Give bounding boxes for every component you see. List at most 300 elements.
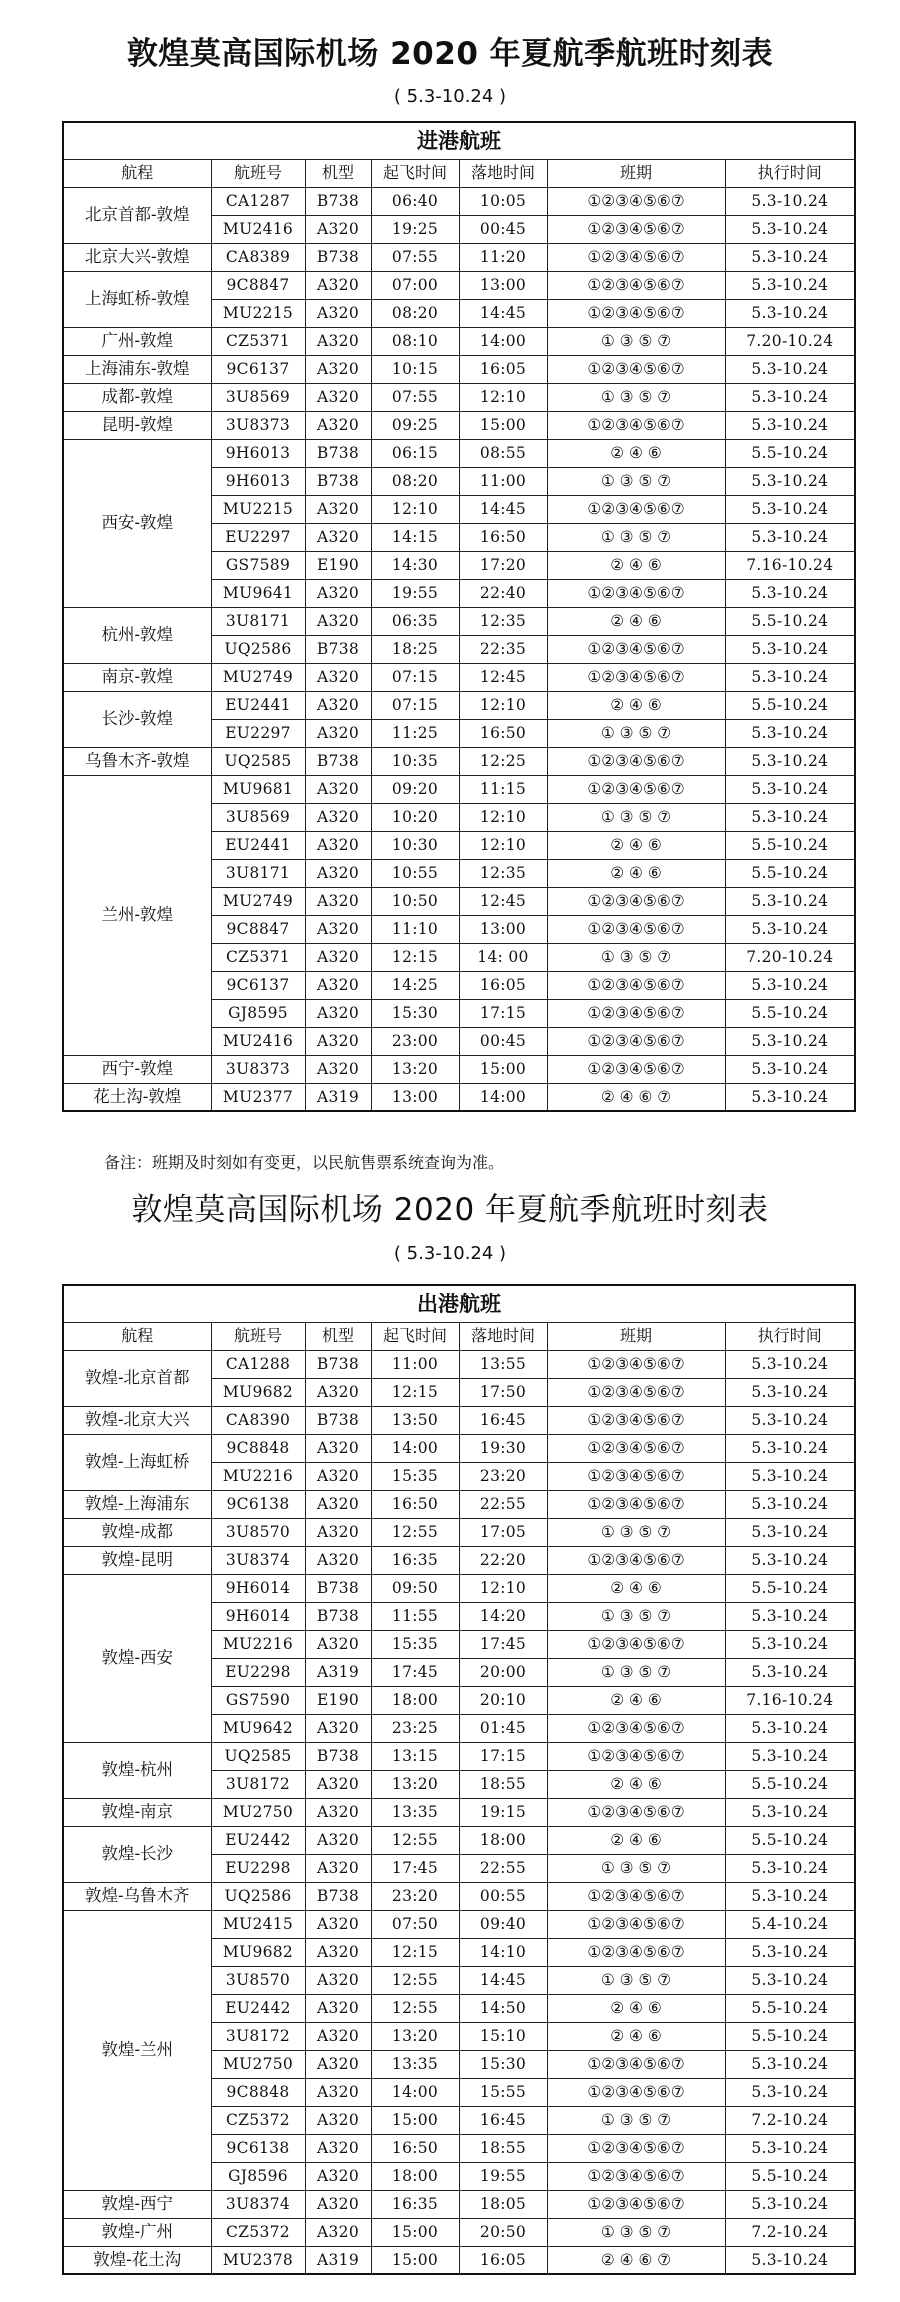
aircraft-type-cell: A320 — [305, 859, 371, 887]
departure-time-cell: 12:55 — [371, 1994, 459, 2022]
flight-number-cell: MU9682 — [211, 1938, 305, 1966]
departure-time-cell: 10:35 — [371, 747, 459, 775]
operating-days-cell: ② ④ ⑥ ⑦ — [547, 1083, 725, 1111]
arrival-time-cell: 14:45 — [459, 1966, 547, 1994]
route-cell: 花土沟-敦煌 — [63, 1083, 211, 1111]
flight-number-cell: MU2215 — [211, 299, 305, 327]
departure-time-cell: 16:50 — [371, 2134, 459, 2162]
departure-time-cell: 13:20 — [371, 2022, 459, 2050]
flight-number-cell: 9H6013 — [211, 467, 305, 495]
validity-period-cell: 5.5-10.24 — [725, 2162, 855, 2190]
arrival-time-cell: 12:10 — [459, 691, 547, 719]
departure-time-cell: 10:20 — [371, 803, 459, 831]
departure-time-cell: 12:55 — [371, 1966, 459, 1994]
validity-period-cell: 5.3-10.24 — [725, 579, 855, 607]
operating-days-cell: ② ④ ⑥ — [547, 831, 725, 859]
validity-period-cell: 5.3-10.24 — [725, 1854, 855, 1882]
operating-days-cell: ① ③ ⑤ ⑦ — [547, 943, 725, 971]
aircraft-type-cell: A320 — [305, 971, 371, 999]
departure-time-cell: 17:45 — [371, 1854, 459, 1882]
arrival-time-cell: 23:20 — [459, 1462, 547, 1490]
flight-number-cell: UQ2585 — [211, 1742, 305, 1770]
flight-number-cell: EU2298 — [211, 1854, 305, 1882]
flight-number-cell: MU2750 — [211, 2050, 305, 2078]
aircraft-type-cell: A320 — [305, 719, 371, 747]
column-header-row — [63, 1322, 855, 1350]
validity-period-cell: 5.3-10.24 — [725, 1027, 855, 1055]
flight-number-cell: 3U8171 — [211, 607, 305, 635]
departure-time-cell: 09:20 — [371, 775, 459, 803]
aircraft-type-cell: A319 — [305, 1083, 371, 1111]
flight-number-cell: 9C8848 — [211, 2078, 305, 2106]
aircraft-type-cell: B738 — [305, 1350, 371, 1378]
departure-time-cell: 12:15 — [371, 1378, 459, 1406]
validity-period-cell: 5.3-10.24 — [725, 1546, 855, 1574]
validity-period-cell: 5.3-10.24 — [725, 803, 855, 831]
departure-time-cell: 14:15 — [371, 523, 459, 551]
column-header: 航班号 — [211, 1322, 305, 1350]
table-row — [63, 775, 855, 803]
route-cell: 成都-敦煌 — [63, 383, 211, 411]
departure-time-cell: 07:55 — [371, 383, 459, 411]
arrival-time-cell: 16:45 — [459, 2106, 547, 2134]
flight-number-cell: MU2750 — [211, 1798, 305, 1826]
table-row — [63, 187, 855, 215]
flight-number-cell: 3U8172 — [211, 1770, 305, 1798]
departure-time-cell: 07:00 — [371, 271, 459, 299]
arrival-time-cell: 14:00 — [459, 1083, 547, 1111]
flight-number-cell: 9C8848 — [211, 1434, 305, 1462]
aircraft-type-cell: A320 — [305, 523, 371, 551]
operating-days-cell: ② ④ ⑥ — [547, 1994, 725, 2022]
validity-period-cell: 5.3-10.24 — [725, 355, 855, 383]
operating-days-cell: ①②③④⑤⑥⑦ — [547, 635, 725, 663]
operating-days-cell: ① ③ ⑤ ⑦ — [547, 1658, 725, 1686]
validity-period-cell: 7.20-10.24 — [725, 943, 855, 971]
table-row — [63, 1350, 855, 1378]
aircraft-type-cell: A320 — [305, 2162, 371, 2190]
departure-time-cell: 18:00 — [371, 1686, 459, 1714]
departure-time-cell: 15:00 — [371, 2106, 459, 2134]
aircraft-type-cell: A320 — [305, 1378, 371, 1406]
validity-period-cell: 5.3-10.24 — [725, 1714, 855, 1742]
departures-section-title: 出港航班 — [63, 1285, 855, 1322]
validity-period-cell: 5.3-10.24 — [725, 1055, 855, 1083]
arrival-time-cell: 14:50 — [459, 1994, 547, 2022]
aircraft-type-cell: A320 — [305, 691, 371, 719]
route-cell: 敦煌-南京 — [63, 1798, 211, 1826]
arrival-time-cell: 16:05 — [459, 971, 547, 999]
flight-number-cell: UQ2585 — [211, 747, 305, 775]
table-row — [63, 2190, 855, 2218]
departure-time-cell: 13:20 — [371, 1770, 459, 1798]
arrival-time-cell: 11:15 — [459, 775, 547, 803]
arrival-time-cell: 20:00 — [459, 1658, 547, 1686]
arrival-time-cell: 16:05 — [459, 2246, 547, 2274]
validity-period-cell: 5.3-10.24 — [725, 1966, 855, 1994]
validity-period-cell: 5.3-10.24 — [725, 971, 855, 999]
operating-days-cell: ①②③④⑤⑥⑦ — [547, 1882, 725, 1910]
flight-number-cell: EU2297 — [211, 523, 305, 551]
column-header: 落地时间 — [459, 1322, 547, 1350]
validity-period-cell: 5.3-10.24 — [725, 1742, 855, 1770]
aircraft-type-cell: A320 — [305, 1518, 371, 1546]
validity-period-cell: 5.3-10.24 — [725, 523, 855, 551]
flight-number-cell: CZ5372 — [211, 2218, 305, 2246]
operating-days-cell: ①②③④⑤⑥⑦ — [547, 1910, 725, 1938]
departures-body — [63, 1350, 855, 2274]
aircraft-type-cell: A320 — [305, 2106, 371, 2134]
validity-period-cell: 7.20-10.24 — [725, 327, 855, 355]
flight-number-cell: MU9681 — [211, 775, 305, 803]
departure-time-cell: 13:15 — [371, 1742, 459, 1770]
aircraft-type-cell: A320 — [305, 215, 371, 243]
operating-days-cell: ①②③④⑤⑥⑦ — [547, 1490, 725, 1518]
validity-period-cell: 5.3-10.24 — [725, 775, 855, 803]
aircraft-type-cell: A320 — [305, 1055, 371, 1083]
table-row — [63, 271, 855, 299]
operating-days-cell: ①②③④⑤⑥⑦ — [547, 915, 725, 943]
validity-period-cell: 5.3-10.24 — [725, 1462, 855, 1490]
table-row — [63, 383, 855, 411]
operating-days-cell: ② ④ ⑥ — [547, 691, 725, 719]
operating-days-cell: ①②③④⑤⑥⑦ — [547, 1027, 725, 1055]
operating-days-cell: ① ③ ⑤ ⑦ — [547, 803, 725, 831]
table-row — [63, 243, 855, 271]
route-cell: 乌鲁木齐-敦煌 — [63, 747, 211, 775]
arrival-time-cell: 12:10 — [459, 831, 547, 859]
arrival-time-cell: 18:05 — [459, 2190, 547, 2218]
aircraft-type-cell: B738 — [305, 243, 371, 271]
page-title-repeat: 敦煌莫高国际机场 2020 年夏航季航班时刻表 — [131, 1192, 769, 1228]
validity-period-cell: 5.3-10.24 — [725, 1602, 855, 1630]
flight-number-cell: 9C6138 — [211, 1490, 305, 1518]
aircraft-type-cell: A320 — [305, 1490, 371, 1518]
validity-period-cell: 5.3-10.24 — [725, 2050, 855, 2078]
flight-number-cell: 9C6137 — [211, 971, 305, 999]
arrival-time-cell: 12:10 — [459, 1574, 547, 1602]
arrival-time-cell: 00:55 — [459, 1882, 547, 1910]
operating-days-cell: ①②③④⑤⑥⑦ — [547, 243, 725, 271]
operating-days-cell: ② ④ ⑥ — [547, 1574, 725, 1602]
operating-days-cell: ①②③④⑤⑥⑦ — [547, 215, 725, 243]
departure-time-cell: 16:35 — [371, 2190, 459, 2218]
arrival-time-cell: 12:45 — [459, 887, 547, 915]
validity-period-cell: 5.5-10.24 — [725, 1770, 855, 1798]
departure-time-cell: 15:35 — [371, 1462, 459, 1490]
operating-days-cell: ② ④ ⑥ — [547, 1770, 725, 1798]
flight-number-cell: MU2378 — [211, 2246, 305, 2274]
flight-number-cell: MU2216 — [211, 1630, 305, 1658]
operating-days-cell: ① ③ ⑤ ⑦ — [547, 1854, 725, 1882]
departure-time-cell: 14:00 — [371, 2078, 459, 2106]
table-row — [63, 1406, 855, 1434]
arrival-time-cell: 14:20 — [459, 1602, 547, 1630]
operating-days-cell: ①②③④⑤⑥⑦ — [547, 2134, 725, 2162]
arrival-time-cell: 12:25 — [459, 747, 547, 775]
arrival-time-cell: 14:10 — [459, 1938, 547, 1966]
operating-days-cell: ② ④ ⑥ — [547, 1826, 725, 1854]
validity-period-cell: 5.3-10.24 — [725, 1518, 855, 1546]
aircraft-type-cell: A320 — [305, 887, 371, 915]
aircraft-type-cell: E190 — [305, 551, 371, 579]
arrival-time-cell: 13:00 — [459, 271, 547, 299]
departure-time-cell: 19:25 — [371, 215, 459, 243]
aircraft-type-cell: A320 — [305, 1910, 371, 1938]
column-header: 班期 — [547, 159, 725, 187]
flight-number-cell: MU2377 — [211, 1083, 305, 1111]
departure-time-cell: 23:00 — [371, 1027, 459, 1055]
aircraft-type-cell: A319 — [305, 2246, 371, 2274]
departures-table — [62, 1284, 856, 2275]
aircraft-type-cell: B738 — [305, 1742, 371, 1770]
arrivals-table — [62, 121, 856, 1112]
route-cell: 敦煌-西宁 — [63, 2190, 211, 2218]
arrival-time-cell: 12:45 — [459, 663, 547, 691]
operating-days-cell: ① ③ ⑤ ⑦ — [547, 2106, 725, 2134]
departure-time-cell: 16:50 — [371, 1490, 459, 1518]
validity-period-cell: 5.3-10.24 — [725, 411, 855, 439]
validity-period-cell: 5.3-10.24 — [725, 1434, 855, 1462]
operating-days-cell: ①②③④⑤⑥⑦ — [547, 1350, 725, 1378]
operating-days-cell: ② ④ ⑥ — [547, 439, 725, 467]
route-cell: 南京-敦煌 — [63, 663, 211, 691]
column-header: 机型 — [305, 159, 371, 187]
aircraft-type-cell: A320 — [305, 1027, 371, 1055]
operating-days-cell: ①②③④⑤⑥⑦ — [547, 747, 725, 775]
route-cell: 敦煌-长沙 — [63, 1826, 211, 1882]
column-header: 班期 — [547, 1322, 725, 1350]
aircraft-type-cell: A320 — [305, 943, 371, 971]
operating-days-cell: ①②③④⑤⑥⑦ — [547, 1546, 725, 1574]
departure-time-cell: 15:00 — [371, 2218, 459, 2246]
column-header: 执行时间 — [725, 1322, 855, 1350]
arrival-time-cell: 13:00 — [459, 915, 547, 943]
flight-number-cell: GJ8595 — [211, 999, 305, 1027]
validity-period-cell: 5.3-10.24 — [725, 2078, 855, 2106]
aircraft-type-cell: B738 — [305, 635, 371, 663]
validity-period-cell: 5.3-10.24 — [725, 1490, 855, 1518]
table-row — [63, 1910, 855, 1938]
column-header: 执行时间 — [725, 159, 855, 187]
departure-time-cell: 10:50 — [371, 887, 459, 915]
operating-days-cell: ①②③④⑤⑥⑦ — [547, 2078, 725, 2106]
flight-number-cell: MU9642 — [211, 1714, 305, 1742]
flight-number-cell: 9C8847 — [211, 915, 305, 943]
column-header: 落地时间 — [459, 159, 547, 187]
route-cell: 敦煌-上海虹桥 — [63, 1434, 211, 1490]
aircraft-type-cell: A320 — [305, 831, 371, 859]
departure-time-cell: 07:15 — [371, 663, 459, 691]
validity-period-cell: 5.5-10.24 — [725, 1574, 855, 1602]
flight-number-cell: MU9641 — [211, 579, 305, 607]
flight-number-cell: MU2216 — [211, 1462, 305, 1490]
aircraft-type-cell: A320 — [305, 1938, 371, 1966]
operating-days-cell: ①②③④⑤⑥⑦ — [547, 411, 725, 439]
aircraft-type-cell: A320 — [305, 355, 371, 383]
departure-time-cell: 14:30 — [371, 551, 459, 579]
validity-period-cell: 5.3-10.24 — [725, 887, 855, 915]
arrival-time-cell: 15:00 — [459, 1055, 547, 1083]
aircraft-type-cell: A320 — [305, 271, 371, 299]
flight-number-cell: CZ5371 — [211, 943, 305, 971]
departure-time-cell: 09:25 — [371, 411, 459, 439]
aircraft-type-cell: B738 — [305, 187, 371, 215]
validity-period-cell: 7.2-10.24 — [725, 2106, 855, 2134]
departure-time-cell: 12:55 — [371, 1826, 459, 1854]
arrival-time-cell: 12:10 — [459, 803, 547, 831]
aircraft-type-cell: A320 — [305, 1770, 371, 1798]
aircraft-type-cell: E190 — [305, 1686, 371, 1714]
flight-number-cell: EU2298 — [211, 1658, 305, 1686]
operating-days-cell: ①②③④⑤⑥⑦ — [547, 2162, 725, 2190]
operating-days-cell: ①②③④⑤⑥⑦ — [547, 1714, 725, 1742]
arrival-time-cell: 22:35 — [459, 635, 547, 663]
departure-time-cell: 12:55 — [371, 1518, 459, 1546]
flight-number-cell: 3U8570 — [211, 1518, 305, 1546]
departure-time-cell: 06:15 — [371, 439, 459, 467]
aircraft-type-cell: A320 — [305, 1714, 371, 1742]
arrival-time-cell: 17:05 — [459, 1518, 547, 1546]
flight-number-cell: GS7589 — [211, 551, 305, 579]
flight-number-cell: CA1287 — [211, 187, 305, 215]
route-cell: 敦煌-北京首都 — [63, 1350, 211, 1406]
arrival-time-cell: 13:55 — [459, 1350, 547, 1378]
operating-days-cell: ① ③ ⑤ ⑦ — [547, 1602, 725, 1630]
arrival-time-cell: 18:55 — [459, 2134, 547, 2162]
validity-period-cell: 7.2-10.24 — [725, 2218, 855, 2246]
flight-number-cell: MU9682 — [211, 1378, 305, 1406]
arrival-time-cell: 11:20 — [459, 243, 547, 271]
operating-days-cell: ①②③④⑤⑥⑦ — [547, 775, 725, 803]
aircraft-type-cell: A320 — [305, 2218, 371, 2246]
operating-days-cell: ①②③④⑤⑥⑦ — [547, 999, 725, 1027]
aircraft-type-cell: A320 — [305, 775, 371, 803]
arrivals-body — [63, 187, 855, 1111]
arrival-time-cell: 18:55 — [459, 1770, 547, 1798]
route-cell: 敦煌-兰州 — [63, 1910, 211, 2190]
operating-days-cell: ①②③④⑤⑥⑦ — [547, 1378, 725, 1406]
validity-period-cell: 5.5-10.24 — [725, 2022, 855, 2050]
validity-period-cell: 5.3-10.24 — [725, 2190, 855, 2218]
arrival-time-cell: 14:45 — [459, 495, 547, 523]
operating-days-cell: ① ③ ⑤ ⑦ — [547, 467, 725, 495]
validity-period-cell: 5.3-10.24 — [725, 663, 855, 691]
validity-period-cell: 5.5-10.24 — [725, 1826, 855, 1854]
flight-number-cell: 9H6013 — [211, 439, 305, 467]
operating-days-cell: ①②③④⑤⑥⑦ — [547, 187, 725, 215]
route-cell: 长沙-敦煌 — [63, 691, 211, 747]
departure-time-cell: 08:10 — [371, 327, 459, 355]
arrival-time-cell: 19:15 — [459, 1798, 547, 1826]
departure-time-cell: 11:10 — [371, 915, 459, 943]
flight-number-cell: GJ8596 — [211, 2162, 305, 2190]
departure-time-cell: 15:35 — [371, 1630, 459, 1658]
flight-number-cell: CA1288 — [211, 1350, 305, 1378]
arrival-time-cell: 18:00 — [459, 1826, 547, 1854]
arrival-time-cell: 00:45 — [459, 1027, 547, 1055]
aircraft-type-cell: A320 — [305, 1854, 371, 1882]
flight-number-cell: MU2749 — [211, 663, 305, 691]
validity-period-cell: 5.5-10.24 — [725, 691, 855, 719]
flight-number-cell: 9C6138 — [211, 2134, 305, 2162]
arrival-time-cell: 20:10 — [459, 1686, 547, 1714]
departure-time-cell: 10:30 — [371, 831, 459, 859]
departure-time-cell: 15:00 — [371, 2246, 459, 2274]
departure-time-cell: 07:15 — [371, 691, 459, 719]
season-period: ( 5.3-10.24 ) — [393, 86, 507, 107]
flight-number-cell: MU2749 — [211, 887, 305, 915]
route-cell: 敦煌-北京大兴 — [63, 1406, 211, 1434]
operating-days-cell: ①②③④⑤⑥⑦ — [547, 663, 725, 691]
departure-time-cell: 10:55 — [371, 859, 459, 887]
flight-number-cell: 3U8172 — [211, 2022, 305, 2050]
aircraft-type-cell: A320 — [305, 1630, 371, 1658]
arrival-time-cell: 11:00 — [459, 467, 547, 495]
flight-number-cell: 3U8171 — [211, 859, 305, 887]
flight-number-cell: 9C8847 — [211, 271, 305, 299]
validity-period-cell: 5.3-10.24 — [725, 215, 855, 243]
departure-time-cell: 16:35 — [371, 1546, 459, 1574]
season-period-repeat: ( 5.3-10.24 ) — [393, 1243, 507, 1264]
aircraft-type-cell: A320 — [305, 803, 371, 831]
flight-number-cell: EU2297 — [211, 719, 305, 747]
validity-period-cell: 5.5-10.24 — [725, 999, 855, 1027]
operating-days-cell: ①②③④⑤⑥⑦ — [547, 1406, 725, 1434]
validity-period-cell: 5.3-10.24 — [725, 1658, 855, 1686]
aircraft-type-cell: A320 — [305, 327, 371, 355]
aircraft-type-cell: B738 — [305, 1602, 371, 1630]
aircraft-type-cell: A320 — [305, 999, 371, 1027]
operating-days-cell: ② ④ ⑥ — [547, 859, 725, 887]
operating-days-cell: ①②③④⑤⑥⑦ — [547, 495, 725, 523]
aircraft-type-cell: B738 — [305, 467, 371, 495]
operating-days-cell: ① ③ ⑤ ⑦ — [547, 1518, 725, 1546]
departure-time-cell: 18:25 — [371, 635, 459, 663]
departure-time-cell: 08:20 — [371, 299, 459, 327]
departure-time-cell: 18:00 — [371, 2162, 459, 2190]
table-row — [63, 2246, 855, 2274]
operating-days-cell: ② ④ ⑥ — [547, 1686, 725, 1714]
validity-period-cell: 5.3-10.24 — [725, 2246, 855, 2274]
validity-period-cell: 5.3-10.24 — [725, 1406, 855, 1434]
route-cell: 敦煌-上海浦东 — [63, 1490, 211, 1518]
column-header: 起飞时间 — [371, 1322, 459, 1350]
flight-number-cell: 3U8373 — [211, 1055, 305, 1083]
operating-days-cell: ①②③④⑤⑥⑦ — [547, 579, 725, 607]
flight-number-cell: EU2442 — [211, 1994, 305, 2022]
operating-days-cell: ①②③④⑤⑥⑦ — [547, 1938, 725, 1966]
validity-period-cell: 5.3-10.24 — [725, 243, 855, 271]
table-row — [63, 663, 855, 691]
arrival-time-cell: 16:50 — [459, 719, 547, 747]
column-header: 航程 — [63, 159, 211, 187]
table-row — [63, 1546, 855, 1574]
arrival-time-cell: 17:15 — [459, 1742, 547, 1770]
arrival-time-cell: 10:05 — [459, 187, 547, 215]
aircraft-type-cell: A320 — [305, 299, 371, 327]
aircraft-type-cell: B738 — [305, 439, 371, 467]
aircraft-type-cell: A320 — [305, 2134, 371, 2162]
route-cell: 上海虹桥-敦煌 — [63, 271, 211, 327]
aircraft-type-cell: A320 — [305, 2022, 371, 2050]
arrival-time-cell: 15:10 — [459, 2022, 547, 2050]
operating-days-cell: ①②③④⑤⑥⑦ — [547, 971, 725, 999]
validity-period-cell: 5.3-10.24 — [725, 299, 855, 327]
arrival-time-cell: 16:50 — [459, 523, 547, 551]
aircraft-type-cell: A319 — [305, 1658, 371, 1686]
column-header: 航班号 — [211, 159, 305, 187]
